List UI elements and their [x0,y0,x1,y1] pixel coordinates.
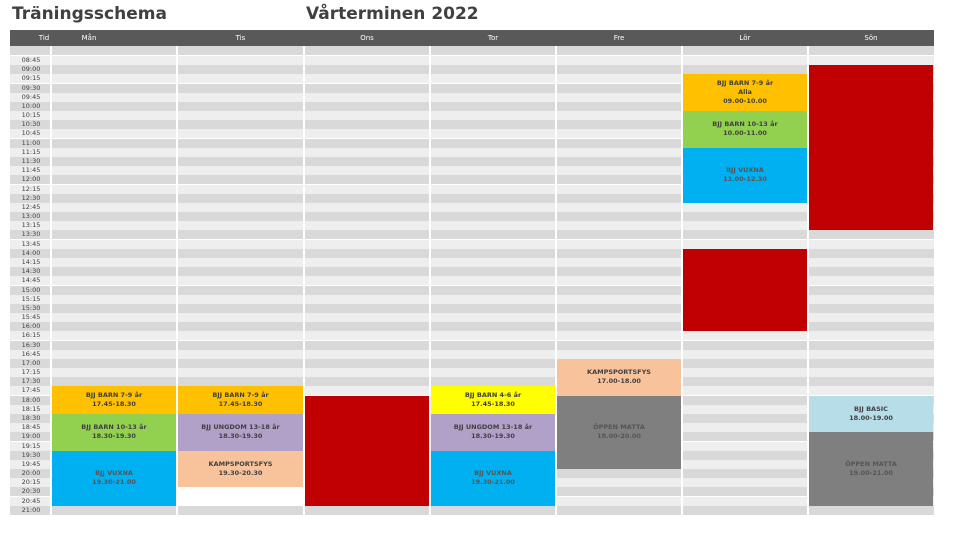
event-title: ÖPPEN MATTA [845,460,897,469]
schedule-event [683,148,807,203]
schedule-event [809,396,933,433]
time-row [10,240,934,249]
event-time: 18.00-20.00 [597,432,641,441]
event-time: 18.30-19.30 [471,432,515,441]
schedule-event [52,386,176,414]
time-label: 18:30 [21,414,41,423]
time-label: 09:30 [21,83,41,92]
reserved-block [305,396,429,506]
event-title: BJJ BARN 7-9 år [716,79,774,88]
event-time: 19.30-21.00 [471,478,515,487]
event-time: 11.00-12.30 [723,175,767,184]
reserved-block [683,249,807,332]
time-row [10,377,934,386]
time-row [10,212,934,221]
time-label: 11:15 [21,147,41,156]
time-row [10,359,934,368]
event-time: 18.30-19.30 [92,432,136,441]
time-label: 12:30 [21,193,41,202]
time-label: 17:30 [21,377,41,386]
time-row [10,506,934,515]
schedule-event [557,359,681,396]
event-time: 18.30-19.30 [218,432,263,441]
time-row [10,221,934,230]
time-label: 11:30 [21,156,41,165]
column-header-3: Ons [360,34,374,42]
time-label: 17:15 [21,368,41,377]
time-row [10,203,934,212]
schedule-event [178,386,303,414]
time-row [10,65,934,74]
event-time: 17.45-18.30 [471,400,515,409]
time-label: 15:30 [21,303,41,312]
time-label: 18:45 [21,423,41,432]
event-title: KAMPSPORTSFYS [208,460,273,469]
time-label: 10:15 [21,111,41,120]
time-label: 13:30 [21,230,41,239]
column-header-0: Tid [38,34,50,42]
column-header-4: Tor [487,34,499,42]
event-time: 17.45-18.30 [218,400,263,409]
time-label: 13:00 [21,212,41,221]
time-label: 20:45 [21,496,41,505]
reserved-block [178,487,303,505]
time-label: 20:00 [21,469,41,478]
time-label: 13:45 [21,239,41,248]
event-title: ÖPPEN MATTA [593,423,645,432]
event-title: BJJ VUXNA [726,166,764,175]
schedule-event [178,414,303,451]
event-title: KAMPSPORTSFYS [587,368,651,377]
schedule-event [178,451,303,488]
time-label: 09:15 [21,74,41,83]
time-label: 12:15 [21,184,41,193]
time-label: 16:30 [21,340,41,349]
time-label: 12:00 [21,175,41,184]
time-label: 11:00 [21,138,41,147]
event-title: BJJ UNGDOM 13-18 år [453,423,533,432]
schedule-event [431,451,555,506]
time-label: 12:45 [21,202,41,211]
time-label: 15:00 [21,285,41,294]
schedule-event [683,111,807,148]
time-label: 14:45 [21,276,41,285]
time-label: 09:00 [21,65,41,74]
time-label: 15:15 [21,294,41,303]
event-title: BJJ BARN 10-13 år [712,120,778,129]
time-label: 09:45 [21,92,41,101]
column-header-7: Sön [864,34,878,42]
schedule-event [809,432,933,505]
time-row [10,56,934,65]
time-label: 10:45 [21,129,41,138]
time-label: 19:00 [21,432,41,441]
time-label: 20:15 [21,478,41,487]
event-time: 19.30-21.00 [92,478,136,487]
event-title: BJJ VUXNA [474,469,512,478]
event-time: 17.45-18.30 [92,400,136,409]
time-label: 19:15 [21,441,41,450]
event-time: 17.00-18.00 [597,377,641,386]
event-title: BJJ BASIC [854,405,888,414]
time-row [10,331,934,340]
reserved-block [809,65,933,230]
time-label: 16:15 [21,331,41,340]
time-label: 19:45 [21,459,41,468]
time-label: 13:15 [21,221,41,230]
time-label: 11:45 [21,166,41,175]
event-title: BJJ UNGDOM 13-18 år [201,423,280,432]
time-label: 16:45 [21,349,41,358]
time-label: 17:45 [21,386,41,395]
time-row [10,350,934,359]
time-label: 21:00 [21,505,41,514]
schedule-event [52,451,176,506]
header-spacer-row [10,46,934,55]
time-row [10,368,934,377]
event-title: BJJ BARN 7-9 år [85,391,143,400]
column-header-2: Tis [235,34,246,42]
event-time: 10.00-11.00 [723,129,767,138]
time-label: 14:00 [21,248,41,257]
event-time: 18.00-19.00 [849,414,893,423]
time-label: 14:30 [21,267,41,276]
time-row [10,230,934,239]
schedule-event [52,414,176,451]
event-title: BJJ VUXNA [95,469,133,478]
event-time: 09.00-10.00 [723,97,767,106]
time-label: 17:00 [21,358,41,367]
time-label: 08:45 [21,56,41,64]
time-label: 10:00 [21,101,41,110]
schedule-event [431,386,555,414]
event-title: BJJ BARN 4-6 år [464,391,522,400]
column-header-6: Lör [739,34,751,42]
event-title: BJJ BARN 7-9 år [212,391,269,400]
time-label: 15:45 [21,313,41,322]
time-label: 20:30 [21,487,41,496]
column-header-5: Fre [613,34,625,42]
schedule-event [557,396,681,469]
schedule-title: Träningsschema [12,4,167,24]
event-subtitle: Alla [738,88,752,97]
time-label: 19:30 [21,450,41,459]
event-time: 19.30-20.30 [218,469,263,478]
time-label: 18:00 [21,395,41,404]
time-label: 16:00 [21,322,41,331]
schedule-event [431,414,555,451]
column-header-1: Mån [81,34,97,42]
event-title: BJJ BARN 10-13 år [81,423,147,432]
time-label: 14:15 [21,257,41,266]
time-row [10,341,934,350]
schedule-event [683,74,807,111]
term-title: Vårterminen 2022 [306,4,479,24]
time-label: 18:15 [21,404,41,413]
event-time: 19.00-21.00 [849,469,893,478]
time-label: 10:30 [21,120,41,129]
